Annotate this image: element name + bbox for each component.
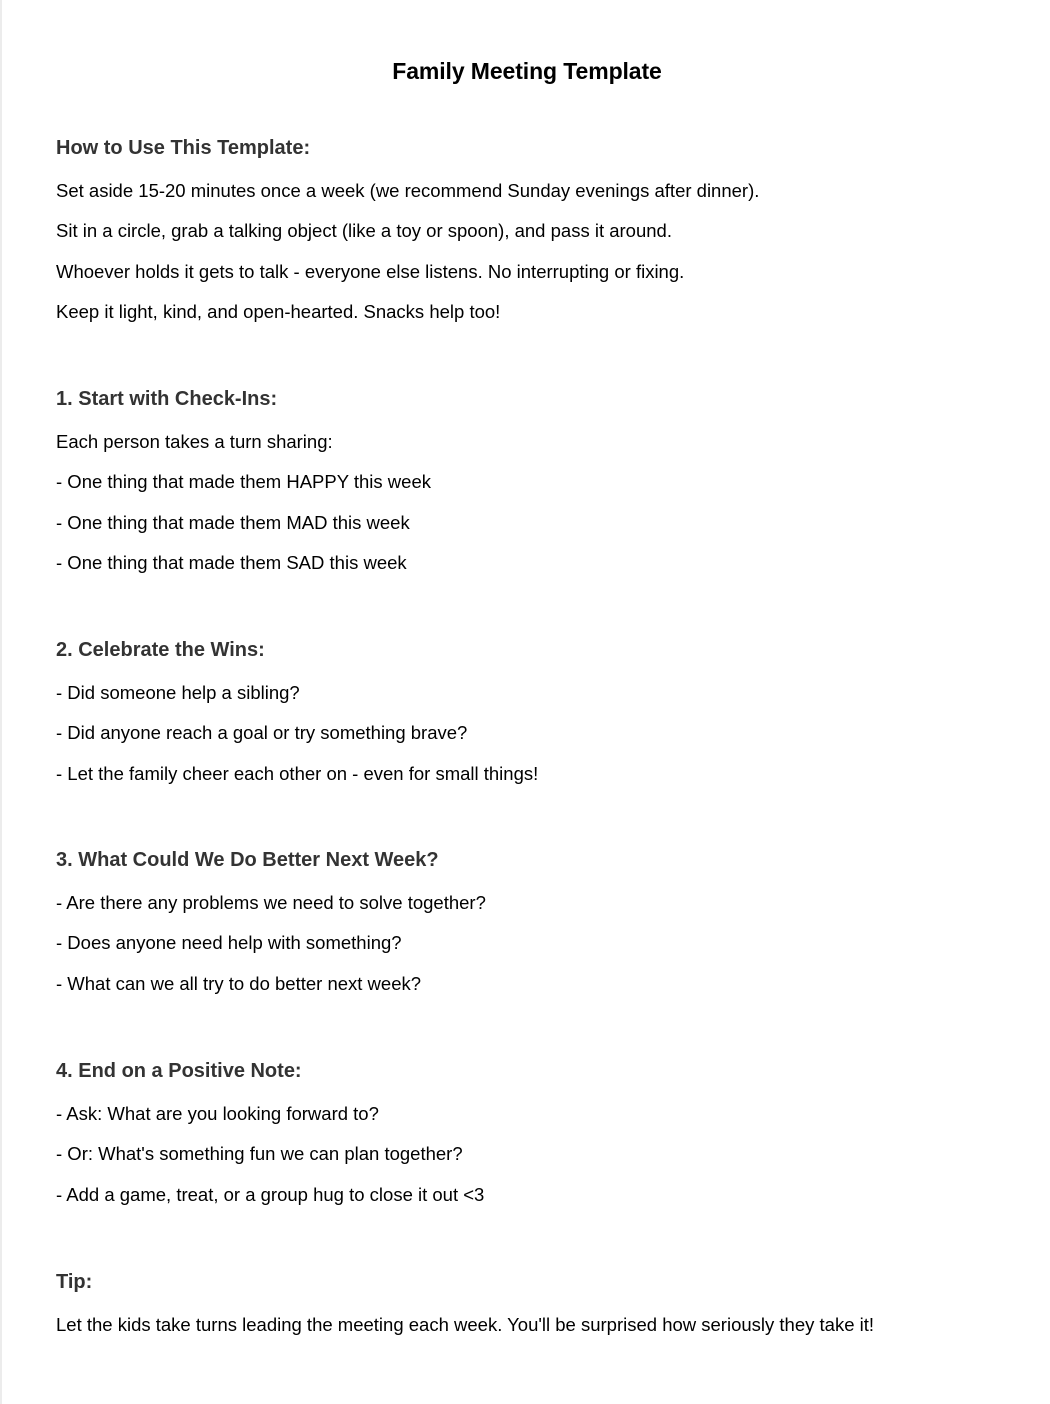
section-heading: 4. End on a Positive Note: [56, 1060, 302, 1082]
section-heading: Tip: [56, 1271, 93, 1293]
section-heading: 1. Start with Check-Ins: [56, 388, 278, 410]
section-lines [56, 431, 1016, 574]
section-lines [56, 892, 1016, 995]
list-item: - Ask: What are you looking forward to? [56, 1103, 379, 1124]
list-item: - What can we all try to do better next week? [56, 972, 422, 994]
section-lines [56, 180, 1016, 323]
section-heading: 2. Celebrate the Wins: [56, 639, 265, 661]
section-lines [56, 1314, 1016, 1336]
list-item: - Does anyone need help with something? [56, 932, 402, 954]
section-lines [56, 682, 1016, 785]
section-do-better [56, 848, 1016, 995]
list-item: - Add a game, treat, or a group hug to close it out <3 [56, 1183, 485, 1205]
list-item: - One thing that made them MAD this week [56, 511, 410, 533]
section-how-to-use [56, 136, 1016, 323]
list-item: Whoever holds it gets to talk - everyone else listens. No interrupting or fixing. [56, 260, 685, 282]
list-item: - Are there any problems we need to solve together? [56, 892, 486, 913]
list-item: Sit in a circle, grab a talking object (like a toy or spoon), and pass it around. [56, 220, 672, 242]
list-item: - Let the family cheer each other on - even for small things! [56, 762, 539, 784]
document-title: Family Meeting Template [392, 58, 662, 84]
list-item: - Or: What's something fun we can plan together? [56, 1143, 463, 1165]
section-heading: 3. What Could We Do Better Next Week? [56, 849, 439, 871]
list-item: - Did someone help a sibling? [56, 682, 300, 703]
section-heading: How to Use This Template: [56, 137, 311, 159]
section-positive-note [56, 1059, 1016, 1206]
section-celebrate-wins [56, 638, 1016, 785]
list-item: Each person takes a turn sharing: [56, 431, 333, 452]
list-item: - Did anyone reach a goal or try something brave? [56, 722, 468, 744]
list-item: Keep it light, kind, and open-hearted. Snacks help too! [56, 300, 501, 322]
list-item: - One thing that made them HAPPY this week [56, 471, 431, 493]
list-item: Set aside 15-20 minutes once a week (we recommend Sunday evenings after dinner). [56, 180, 760, 201]
list-item: - One thing that made them SAD this week [56, 551, 407, 573]
section-tip [56, 1270, 1016, 1336]
section-check-ins [56, 387, 1016, 574]
list-item: Let the kids take turns leading the meeting each week. You'll be surprised how seriously they take it! [56, 1314, 875, 1335]
section-lines [56, 1103, 1016, 1206]
